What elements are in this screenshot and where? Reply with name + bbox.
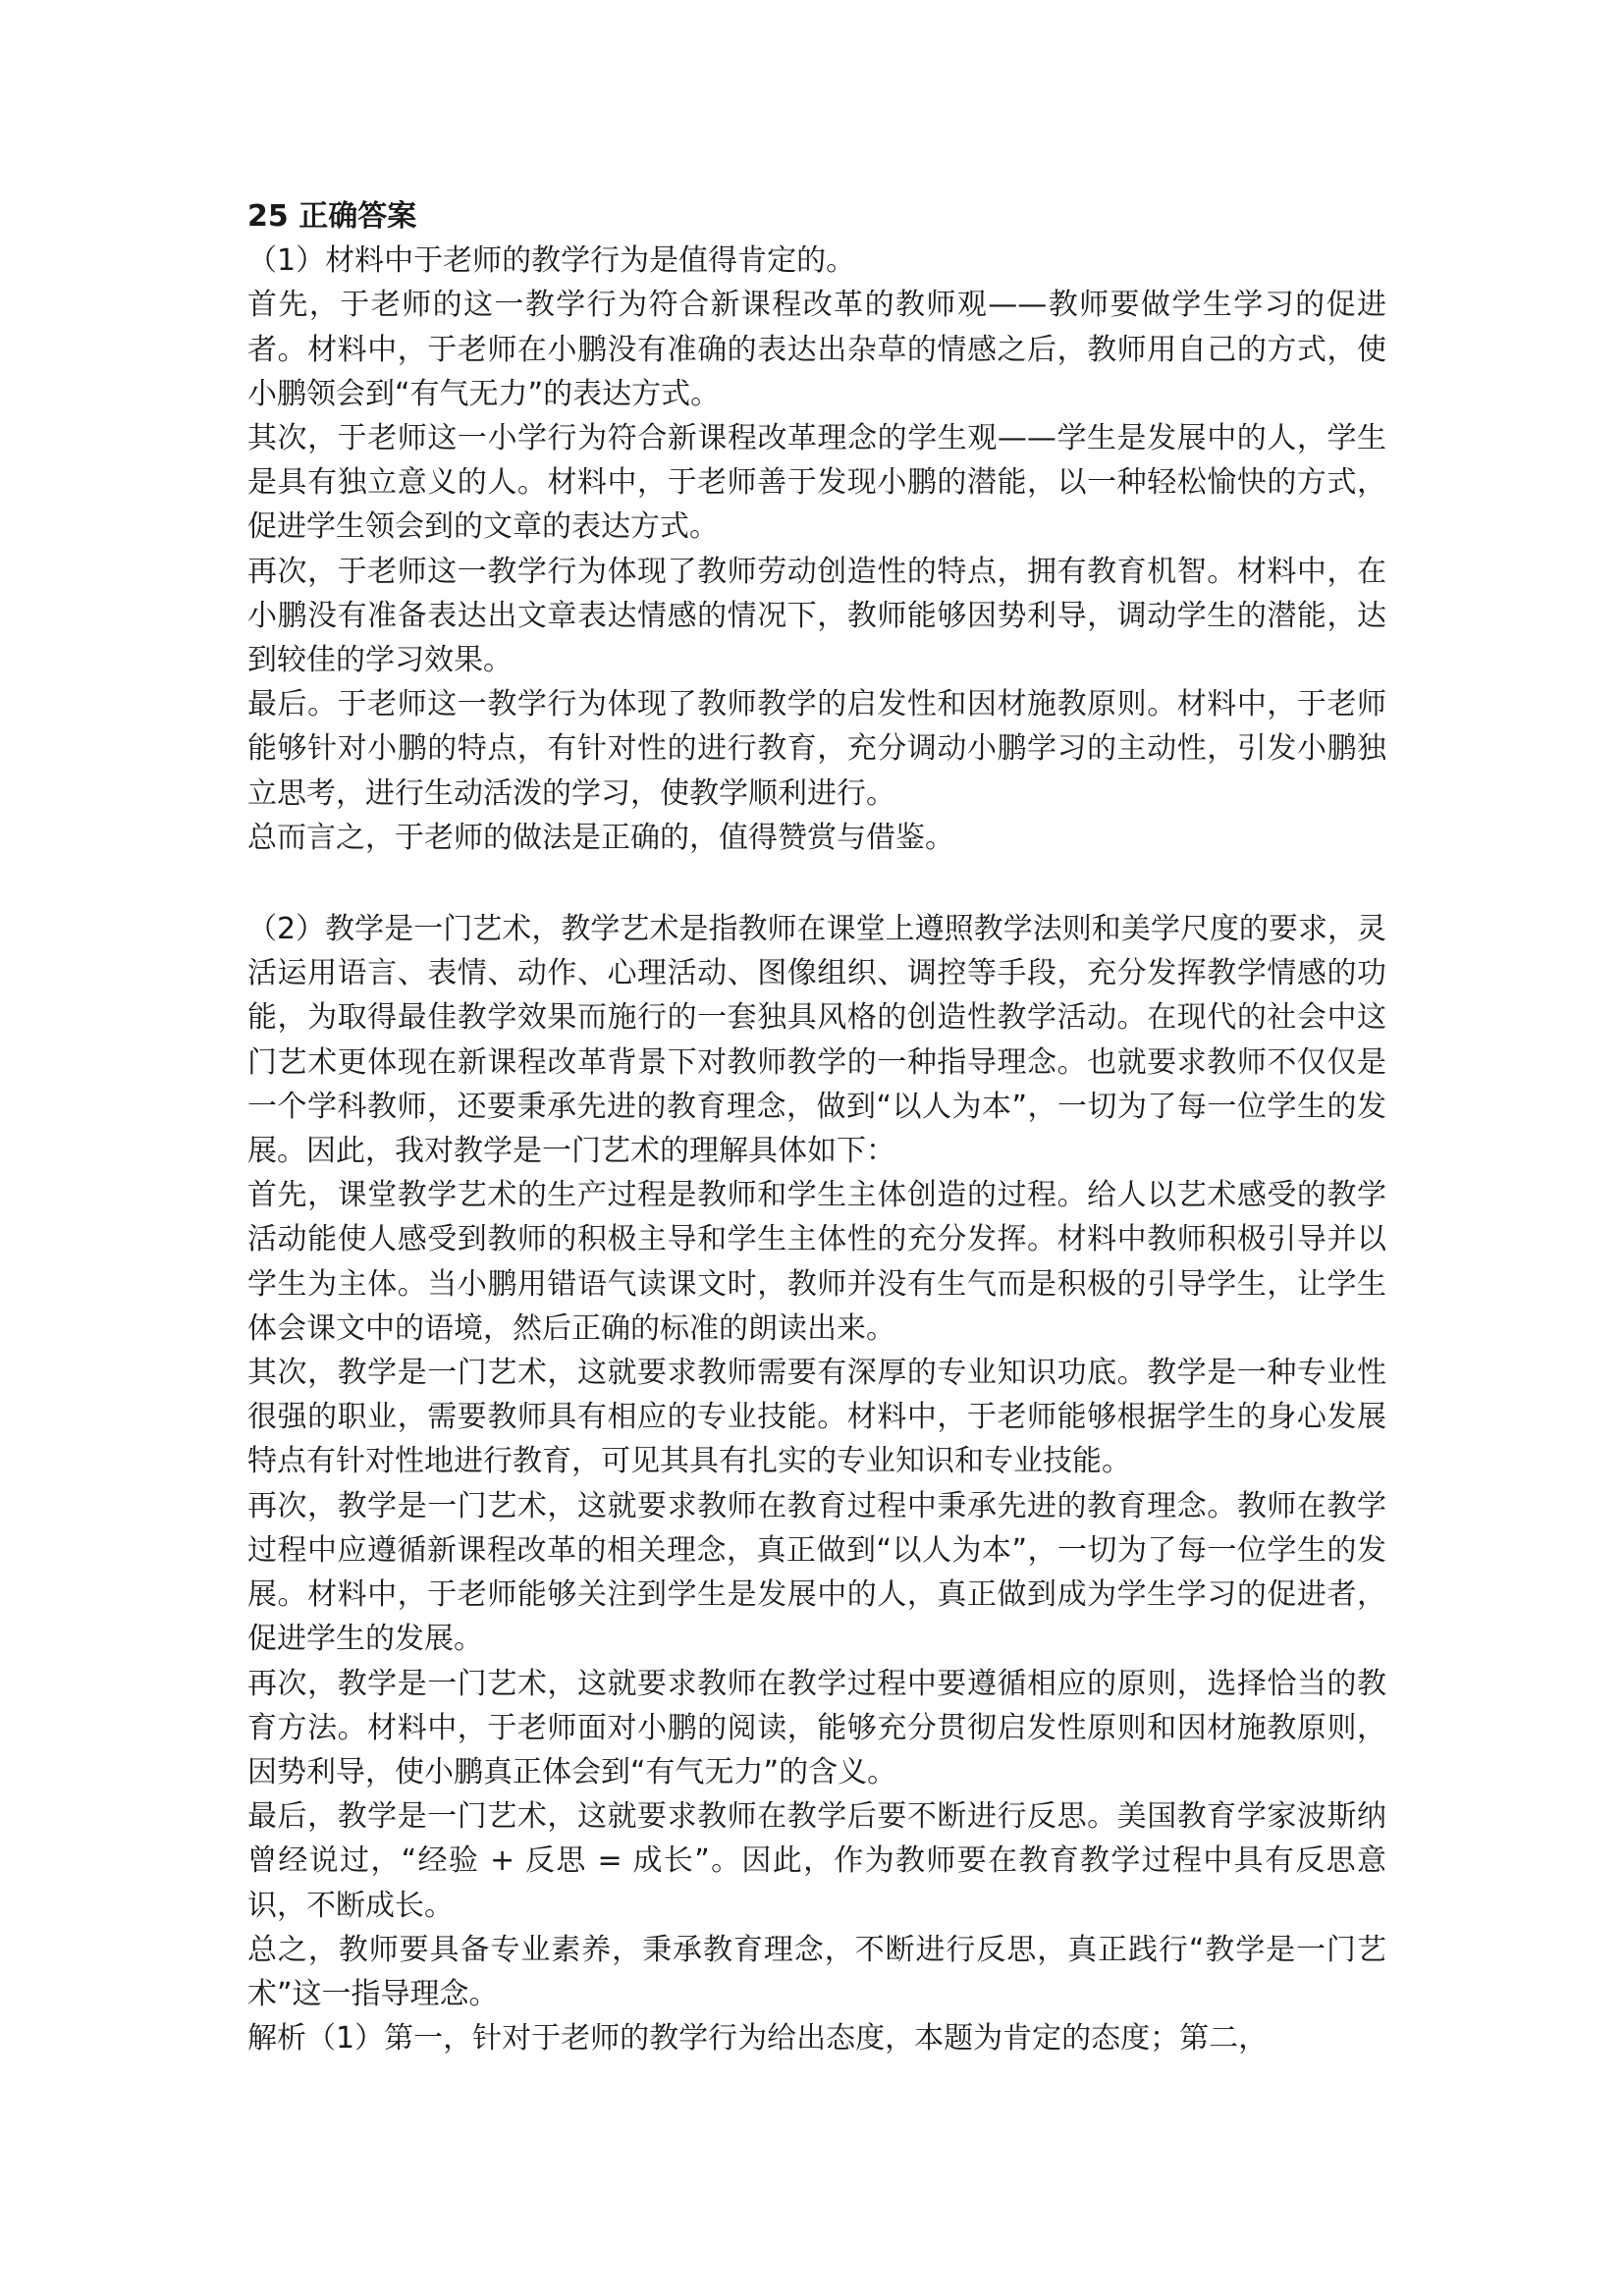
part-2-answer — [247, 907, 1386, 2060]
part-1-paragraph-second: 其次，于老师这一小学行为符合新课程改革理念的学生观——学生是发展中的人，学生是具有独立意义的人。材料中，于老师善于发现小鹏的潜能，以一种轻松愉快的方式，促进学生领会到的文章的表达方式。 — [247, 421, 1386, 545]
part-2-paragraph-first: 首先，课堂教学艺术的生产过程是教师和学生主体创造的过程。给人以艺术感受的教学活动能使人感受到教师的积极主导和学生主体性的充分发挥。材料中教师积极引导并以学生为主体。当小鹏用错语气读课文时，教师并没有生气而是积极的引导学生，让学生体会课文中的语境，然后正确的标准的朗读出来。 — [247, 1178, 1386, 1346]
part-2-paragraph-second: 其次，教学是一门艺术，这就要求教师需要有深厚的专业知识功底。教学是一种专业性很强的职业，需要教师具有相应的专业技能。材料中，于老师能够根据学生的身心发展特点有针对性地进行教育，可见其具有扎实的专业知识和专业技能。 — [247, 1356, 1386, 1479]
part-1-paragraph-last: 最后。于老师这一教学行为体现了教师教学的启发性和因材施教原则。材料中，于老师能够针对小鹏的特点，有针对性的进行教育，充分调动小鹏学习的主动性，引发小鹏独立思考，进行生动活泼的学习，使教学顺利进行。 — [247, 687, 1386, 811]
paragraph-gap — [247, 860, 1386, 907]
part-1-answer — [247, 239, 1386, 860]
document-body — [247, 194, 1386, 2060]
part-1-conclusion: 总而言之，于老师的做法是正确的，值得赞赏与借鉴。 — [247, 820, 954, 855]
part-1-paragraph-third: 再次，于老师这一教学行为体现了教师劳动创造性的特点，拥有教育机智。材料中，在小鹏没有准备表达出文章表达情感的情况下，教师能够因势利导，调动学生的潜能，达到较佳的学习效果。 — [247, 554, 1386, 678]
answer-heading: 25 正确答案 — [247, 199, 417, 234]
part-1-paragraph-first: 首先，于老师的这一教学行为符合新课程改革的教师观——教师要做学生学习的促进者。材料中，于老师在小鹏没有准确的表达出杂草的情感之后，教师用自己的方式，使小鹏领会到“有气无力”的表达方式。 — [247, 288, 1386, 411]
part-1-intro: （1）材料中于老师的教学行为是值得肯定的。 — [247, 243, 856, 279]
part-2-paragraph-fourth: 再次，教学是一门艺术，这就要求教师在教学过程中要遵循相应的原则，选择恰当的教育方法。材料中，于老师面对小鹏的阅读，能够充分贯彻启发性原则和因材施教原则，因势利导，使小鹏真正体会到“有气无力”的含义。 — [247, 1666, 1386, 1789]
part-2-paragraph-third: 再次，教学是一门艺术，这就要求教师在教育过程中秉承先进的教育理念。教师在教学过程中应遵循新课程改革的相关理念，真正做到“以人为本”，一切为了每一位学生的发展。材料中，于老师能够关注到学生是发展中的人，真正做到成为学生学习的促进者，促进学生的发展。 — [247, 1488, 1386, 1657]
part-2-conclusion: 总之，教师要具备专业素养，秉承教育理念，不断进行反思，真正践行“教学是一门艺术”这一指导理念。 — [247, 1932, 1386, 2011]
analysis-paragraph: 解析（1）第一，针对于老师的教学行为给出态度，本题为肯定的态度；第二， — [247, 2021, 1269, 2056]
part-2-paragraph-last: 最后，教学是一门艺术，这就要求教师在教学后要不断进行反思。美国教育学家波斯纳曾经说过，“经验 + 反思 = 成长”。因此，作为教师要在教育教学过程中具有反思意识，不断成长。 — [247, 1799, 1386, 1923]
part-2-intro: （2）教学是一门艺术，教学艺术是指教师在课堂上遵照教学法则和美学尺度的要求，灵活运用语言、表情、动作、心理活动、图像组织、调控等手段，充分发挥教学情感的功能，为取得最佳教学效果而施行的一套独具风格的创造性教学活动。在现代的社会中这门艺术更体现在新课程改革背景下对教师教学的一种指导理念。也就要求教师不仅仅是一个学科教师，还要秉承先进的教育理念，做到“以人为本”，一切为了每一位学生的发展。因此，我对教学是一门艺术的理解具体如下： — [247, 912, 1386, 1169]
